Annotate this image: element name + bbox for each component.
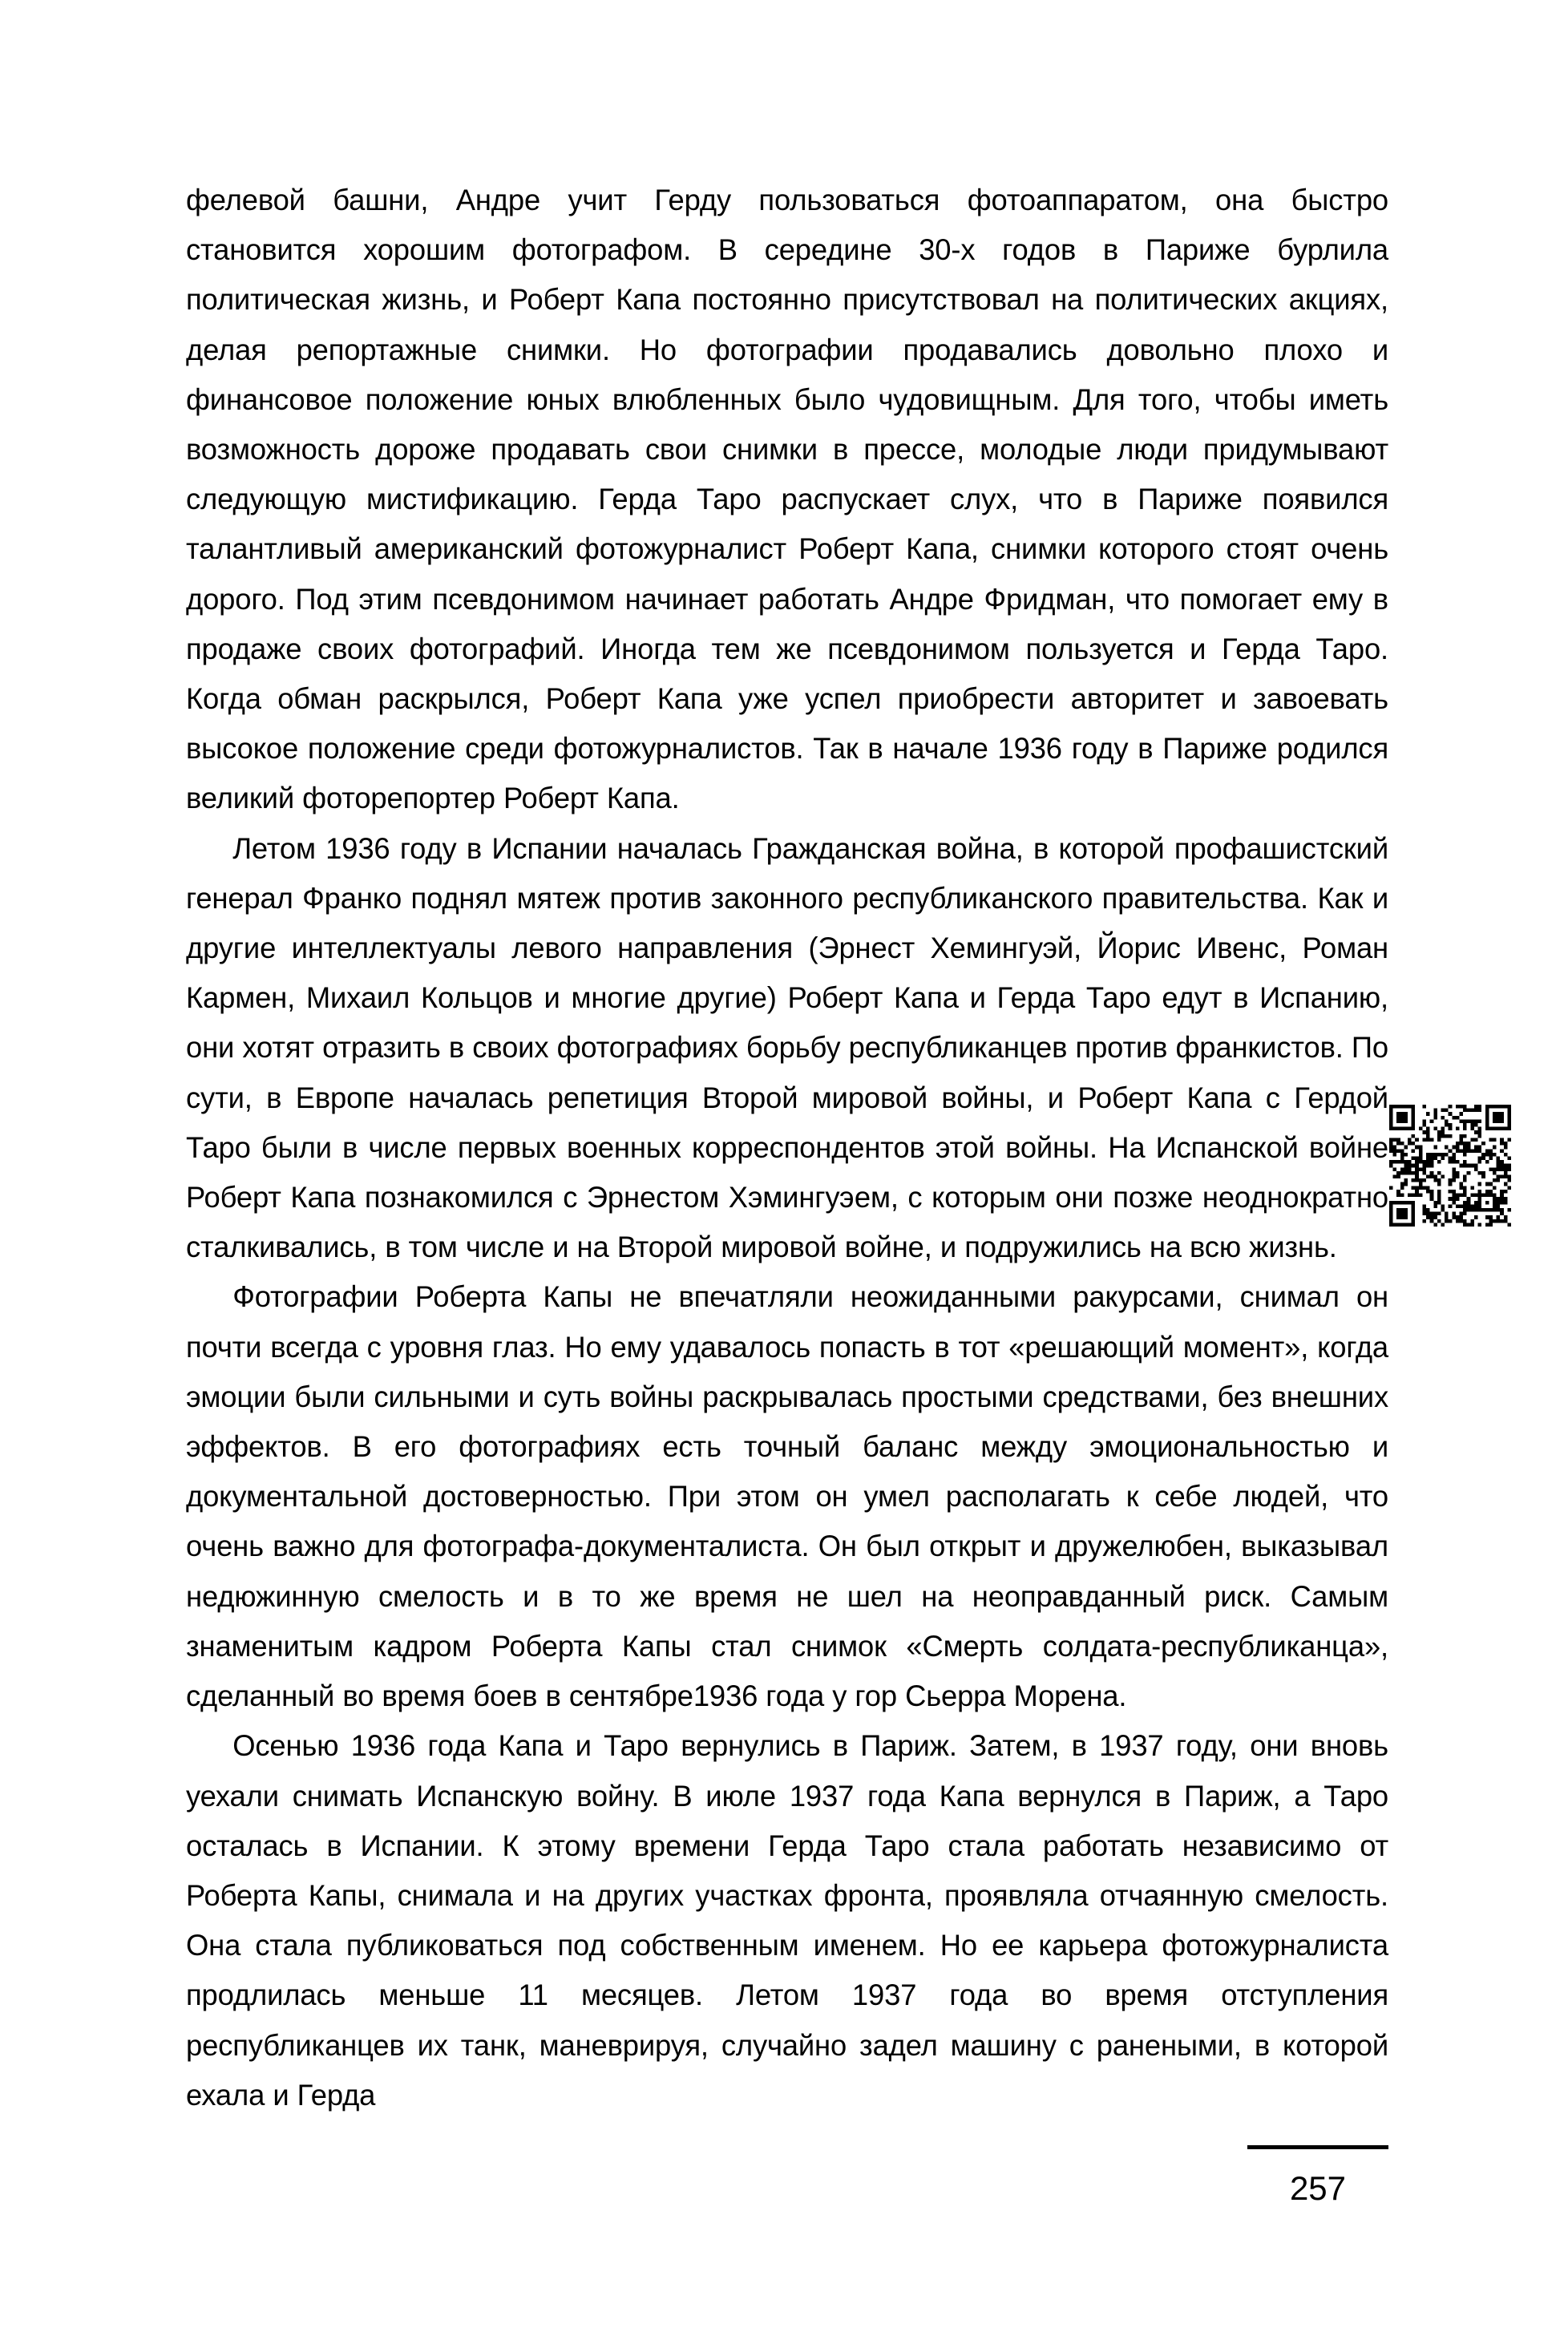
body-text-column — [186, 175, 1388, 2120]
paragraph-4: Осенью 1936 года Капа и Таро вернулись в Париж. Затем, в 1937 году, они вновь уехали снимать Испанскую войну. В июле 1937 года Капа вернулся в Париж, а Таро осталась в Испании. К этому времени Герда Таро стала работать независимо от Роберта Капы, снимала и на других участках фронта, проявляла отчаянную смелость. Она стала публиковаться под собственным именем. Но ее карьера фотожурналиста продлилась меньше 11 месяцев. Летом 1937 года во время отступления республиканцев их танк, маневрируя, случайно задел машину с ранеными, в которой ехала и Герда — [186, 1728, 1388, 2112]
paragraph-1: фелевой башни, Андре учит Герду пользоваться фотоаппаратом, она быстро становится хорошим фотографом. В середине 30-х годов в Париже бурлила политическая жизнь, и Роберт Капа постоянно присутствовал на политических акциях, делая репортажные снимки. Но фотографии продавались довольно плохо и финансовое положение юных влюбленных было чудовищным. Для того, чтобы иметь возможность дороже продавать свои снимки в прессе, молодые люди придумывают следующую мистификацию. Герда Таро распускает слух, что в Париже появился талантливый американский фотожурналист Роберт Капа, снимки которого стоят очень дорого. Под этим псевдонимом начинает работать Андре Фридман, что помогает ему в продаже своих фотографий. Иногда тем же псевдонимом пользуется и Герда Таро. Когда обман раскрылся, Роберт Капа уже успел приобрести авторитет и завоевать высокое положение среди фотожурналистов. Так в начале 1936 году в Париже родился великий фоторепортер Роберт Капа. — [186, 183, 1388, 815]
page-number: 257 — [1289, 2169, 1347, 2207]
paragraph-2: Летом 1936 году в Испании началась Гражданская война, в которой профашистский генерал Франко поднял мятеж против законного республиканского правительства. Как и другие интеллектуалы левого направления (Эрнест Хемингуэй, Йорис Ивенс, Роман Кармен, Михаил Кольцов и многие другие) Роберт Капа и Герда Таро едут в Испанию, они хотят отразить в своих фотографиях борьбу республиканцев против франкистов. По сути, в Европе началась репетиция Второй мировой войны, и Роберт Капа с Гердой Таро были в числе первых военных корреспондентов этой войны. На Испанской войне Роберт Капа познакомился с Эрнестом Хэмингуэем, с которым они позже неоднократно сталкивались, в том числе и на Второй мировой войне, и подружились на всю жизнь. — [186, 831, 1388, 1264]
paragraph-3: Фотографии Роберта Капы не впечатляли неожиданными ракурсами, снимал он почти всегда с уровня глаз. Но ему удавалось попасть в тот «решающий момент», когда эмоции были сильными и суть войны раскрывалась простыми средствами, без внешних эффектов. В его фотографиях есть точный баланс между эмоциональностью и документальной достоверностью. При этом он умел располагать к себе людей, что очень важно для фотографа-документалиста. Он был открыт и дружелюбен, выказывал недюжинную смелость и в то же время не шел на неоправданный риск. Самым знаменитым кадром Роберта Капы стал снимок «Смерть солдата-республиканца», сделанный во время боев в сентябре1936 года у гор Сьерра Морена. — [186, 1279, 1388, 1713]
qr-code[interactable] — [1389, 1105, 1511, 1227]
footer-rule — [1247, 2145, 1388, 2149]
